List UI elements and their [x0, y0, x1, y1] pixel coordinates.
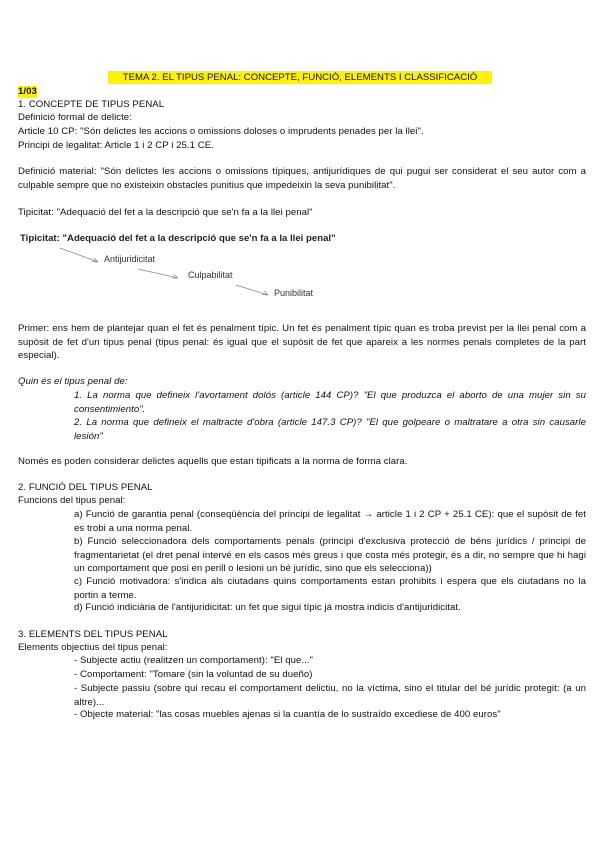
element-subjecte-actiu: - Subjecte actiu (realitzen un comportament): "El que..." — [74, 655, 313, 666]
question-1: 1. La norma que defineix l'avortament dolós (article 144 CP)? "El que produzca el aborto de una mujer sin su consentimiento". — [74, 390, 586, 415]
arrow-3 — [236, 285, 268, 295]
tipicitat-text: Tipicitat: "Adequació del fet a la descripció que se'n fa a la llei penal" — [18, 207, 313, 218]
section-3-heading: 3. ELEMENTS DEL TIPUS PENAL — [18, 629, 168, 640]
objective-elements-label: Elements objectius del tipus penal: — [18, 642, 168, 653]
function-d: d) Funció indiciària de l'antijuridicitat: un fet que sigui típic já mostra indicis d'antijuridicitat. — [74, 602, 461, 613]
diagram-node-culpabilitat: Culpabilitat — [188, 270, 233, 280]
question-2: 2. La norma que defineix el maltracte d'obra (article 147.3 CP)? "El que golpeare o maltratare a otra sin causarle lesión" — [74, 417, 586, 442]
diagram-node-punibilitat: Punibilitat — [274, 288, 314, 298]
diagram-heading: Tipicitat: "Adequació del fet a la descripció que se'n fa a la llei penal" — [20, 233, 336, 244]
function-b: b) Funció seleccionadora dels comportaments penals (principi d'exclusiva protecció de béns jurídics / principi de fragmentarietat (el dret penal intervé en els casos més greus i que costa més protegir, és a dir, no sempre que hi hagi un comportament que posi en perill o lesioni un bé jurídic, sino que els selecciona)) — [74, 536, 586, 574]
functions-label: Funcions del tipus penal: — [18, 495, 126, 506]
primer-paragraph: Primer: ens hem de plantejar quan el fet és penalment típic. Un fet és penalment típic quan es troba previst per la llei penal com a supòsit de fet d'un tipus penal (tipus penal: és igual que el supòsit de fet que apareix a les normes penals completes de la part especial). — [18, 323, 586, 361]
lecture-date: 1/03 — [18, 86, 37, 97]
article-10-text: Article 10 CP: "Són delictes les accions o omissions doloses o imprudents penades per la llei". — [18, 126, 424, 137]
function-c: c) Funció motivadora: s'indica als ciutadans quins comportaments estan prohibits i espera que els ciutadans no la portin a terme. — [74, 576, 586, 601]
only-typified-note: Només es poden considerar delictes aquells que estan tipificats a la norma de forma clara. — [18, 456, 408, 467]
diagram-node-antijuridicitat: Antijuridicitat — [104, 254, 156, 264]
section-2-heading: 2. FUNCIÓ DEL TIPUS PENAL — [18, 482, 153, 493]
question-heading: Quin és el tipus penal de: — [18, 376, 128, 387]
element-subjecte-passiu: - Subjecte passiu (sobre qui recau el comportament delictiu, no la víctima, sino el titular del bé jurídic protegit: (a un altre)... — [74, 683, 586, 708]
element-objecte-material: - Objecte material: "las cosas muebles ajenas si la cuantía de lo sustraído excediese de 400 euros" — [74, 709, 501, 720]
tipicitat-diagram — [18, 228, 358, 304]
formal-definition-label: Definició formal de delicte: — [18, 112, 132, 123]
material-definition-paragraph: Definició material: "Són delictes les accions o omissions típiques, antijurídiques de qui pugui ser considerat el seu autor com a culpable sempre que no existeixin obstacles punitius que impedeixin la seva punibilitat". — [18, 166, 586, 191]
arrow-1 — [60, 248, 98, 262]
arrow-2 — [138, 269, 178, 278]
document-title: TEMA 2. EL TIPUS PENAL: CONCEPTE, FUNCIÓ, ELEMENTS I CLASSIFICACIÓ — [108, 71, 492, 84]
legality-principle-text: Principi de legalitat: Article 1 i 2 CP i 25.1 CE. — [18, 140, 214, 151]
element-comportament: - Comportament: "Tomare (sin la voluntad de su dueño) — [74, 669, 313, 680]
function-a: a) Funció de garantia penal (conseqüència del principi de legalitat → article 1 i 2 CP + 25.1 CE): que el supòsit de fet es trobi a una norma penal. — [74, 509, 586, 534]
section-1-heading: 1. CONCEPTE DE TIPUS PENAL — [18, 99, 165, 110]
